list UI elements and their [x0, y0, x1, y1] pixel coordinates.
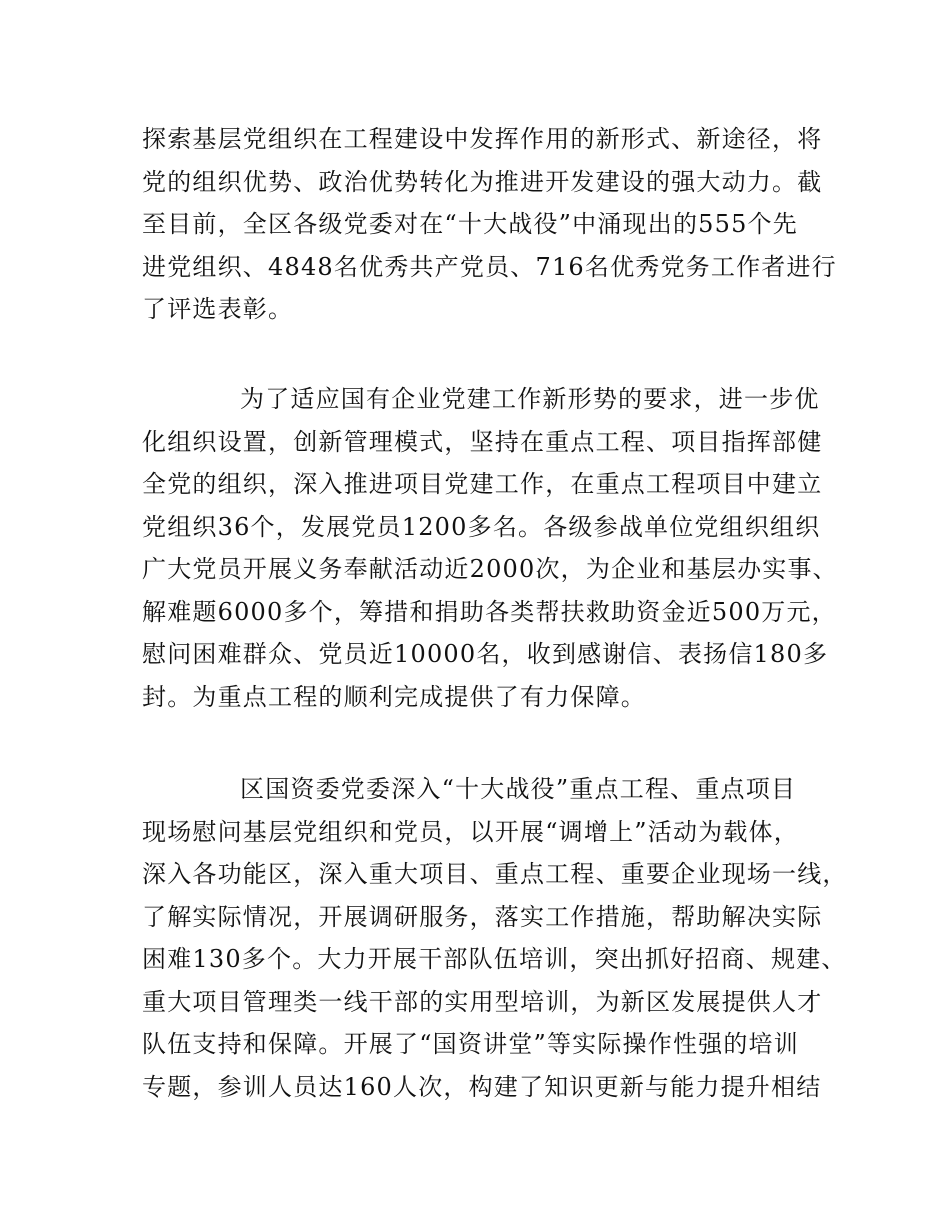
paragraph-3: [142, 768, 848, 1108]
paragraph-line: 重大项目管理类一线干部的实用型培训，为新区发展提供人才: [142, 987, 823, 1016]
paragraph-line: 专题，参训人员达160人次，构建了知识更新与能力提升相结: [142, 1072, 822, 1101]
paragraph-line: 党的组织优势、政治优势转化为推进开发建设的强大动力。截: [142, 167, 823, 196]
paragraph-line: 解难题6000多个，筹措和捐助各类帮扶救助资金近500万元，: [142, 597, 837, 626]
paragraph-2: [142, 378, 838, 718]
paragraph-line: 党组织36个，发展党员1200多名。各级参战单位党组织组织: [142, 512, 821, 541]
paragraph-line: 化组织设置，创新管理模式，坚持在重点工程、项目指挥部健: [142, 427, 823, 456]
paragraph-line: 探索基层党组织在工程建设中发挥作用的新形式、新途径，将: [142, 125, 823, 153]
paragraph-1: [142, 118, 837, 331]
paragraph-line: 困难130多个。大力开展干部队伍培训，突出抓好招商、规建、: [142, 945, 847, 973]
paragraph-line: 了评选表彰。: [142, 295, 294, 323]
paragraph-first-line: 为了适应国有企业党建工作新形势的要求，进一步优: [240, 385, 820, 413]
paragraph-line: 现场慰问基层党组织和党员，以开展“调增上”活动为载体，: [142, 817, 799, 846]
paragraph-line: 慰问困难群众、党员近10000名，收到感谢信、表扬信180多: [142, 640, 829, 668]
paragraph-line: 进党组织、4848名优秀共产党员、716名优秀党务工作者进行: [142, 252, 837, 281]
paragraph-line: 深入各功能区，深入重大项目、重点工程、重要企业现场一线，: [142, 860, 848, 888]
paragraph-line: 广大党员开展义务奉献活动近2000次，为企业和基层办实事、: [142, 555, 838, 583]
paragraph-line: 至目前，全区各级党委对在“十大战役”中涌现出的555个先: [142, 210, 798, 238]
paragraph-first-line: 区国资委党委深入“十大战役”重点工程、重点项目: [240, 775, 797, 803]
paragraph-line: 队伍支持和保障。开展了“国资讲堂”等实际操作性强的培训: [142, 1030, 799, 1058]
paragraph-line: 封。为重点工程的顺利完成提供了有力保障。: [142, 682, 646, 711]
paragraph-line: 了解实际情况，开展调研服务，落实工作措施，帮助解决实际: [142, 902, 823, 931]
paragraph-line: 全党的组织，深入推进项目党建工作，在重点工程项目中建立: [142, 470, 823, 498]
